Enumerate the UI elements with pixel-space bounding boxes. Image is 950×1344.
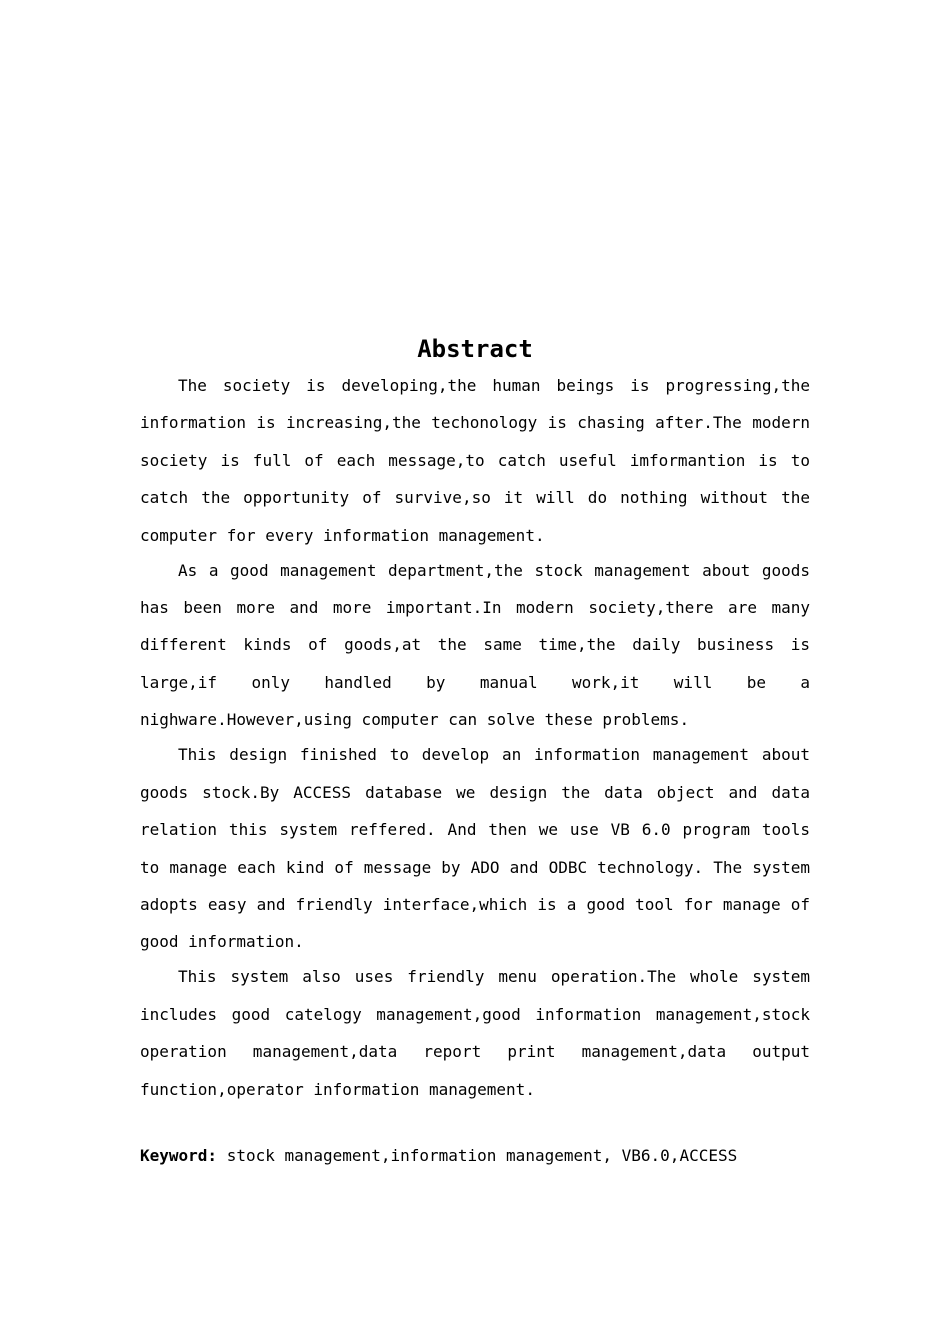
abstract-heading: Abstract — [417, 335, 533, 363]
abstract-body — [140, 367, 810, 1106]
abstract-paragraph-2: As a good management department,the stock management about goods has been more and more important.In modern society,there are many different kinds of goods,at the same time,the daily business is large,if only handled by manual work,it will be a nighware.However,using computer can solve these problems. — [140, 560, 810, 730]
keywords-text: stock management,information management, VB6.0,ACCESS — [217, 1146, 738, 1165]
abstract-paragraph-4: This system also uses friendly menu operation.The whole system includes good catelogy management,good information management,stock operation management,data report print management,data output function,operator information management. — [140, 967, 810, 1099]
keywords-line — [140, 1143, 840, 1169]
keywords-label: Keyword: — [140, 1146, 218, 1165]
abstract-paragraph-3: This design finished to develop an information management about goods stock.By ACCESS database we design the data object and data relation this system reffered. And then we use VB 6.0 program tools to manage each kind of message by ADO and ODBC technology. The system adopts easy and friendly interface,which is a good tool for manage of good information. — [140, 745, 810, 952]
abstract-paragraph-1: The society is developing,the human beings is progressing,the information is increasing,the techonology is chasing after.The modern society is full of each message,to catch useful imformantion is to catch the opportunity of survive,so it will do nothing without the computer for every information management. — [140, 376, 810, 545]
